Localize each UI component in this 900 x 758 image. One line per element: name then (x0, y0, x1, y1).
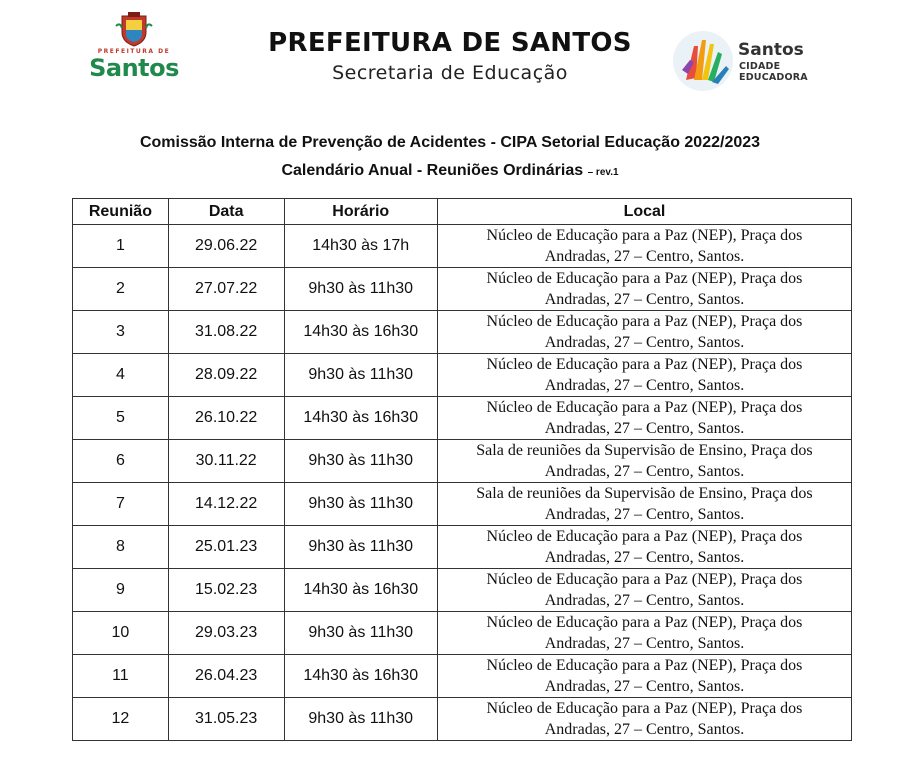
local-line-1: Núcleo de Educação para a Paz (NEP), Praça dos (486, 227, 803, 244)
local-line-1: Sala de reuniões da Supervisão de Ensino, Praça dos (476, 442, 813, 459)
cell-local (437, 397, 851, 440)
local-line-2: Andradas, 27 – Centro, Santos. (544, 248, 745, 265)
local-line-1: Núcleo de Educação para a Paz (NEP), Praça dos (486, 657, 803, 674)
local-line-1: Núcleo de Educação para a Paz (NEP), Praça dos (486, 313, 803, 330)
header-data: Data (168, 199, 284, 225)
local-line-2: Andradas, 27 – Centro, Santos. (544, 291, 745, 308)
cell-reuniao: 11 (73, 655, 169, 698)
cell-local (437, 569, 851, 612)
cell-data: 27.07.22 (168, 268, 284, 311)
table-row (73, 397, 852, 440)
local-line-2: Andradas, 27 – Centro, Santos. (544, 721, 745, 738)
cell-data: 29.03.23 (168, 612, 284, 655)
cell-horario: 14h30 às 16h30 (284, 569, 437, 612)
revision-label: – rev.1 (587, 167, 619, 178)
cell-local (437, 698, 851, 741)
cell-reuniao: 12 (73, 698, 169, 741)
logo-subtitle: PREFEITURA DE (97, 48, 171, 55)
table-header-row (73, 199, 852, 225)
cell-local (437, 354, 851, 397)
local-line-2: Andradas, 27 – Centro, Santos. (544, 635, 745, 652)
cell-local (437, 483, 851, 526)
meetings-table (72, 198, 852, 741)
local-line-1: Núcleo de Educação para a Paz (NEP), Praça dos (486, 614, 803, 631)
cell-data: 28.09.22 (168, 354, 284, 397)
local-line-2: Andradas, 27 – Centro, Santos. (544, 592, 745, 609)
cell-local (437, 268, 851, 311)
local-line-2: Andradas, 27 – Centro, Santos. (544, 463, 745, 480)
cell-local (437, 655, 851, 698)
document-subtitle (0, 162, 900, 180)
cell-horario: 9h30 às 11h30 (284, 698, 437, 741)
logo-city-name: Santos (738, 40, 804, 60)
cell-horario: 9h30 às 11h30 (284, 268, 437, 311)
cell-horario: 14h30 às 16h30 (284, 311, 437, 354)
cell-data: 30.11.22 (168, 440, 284, 483)
cell-reuniao: 5 (73, 397, 169, 440)
cell-horario: 9h30 às 11h30 (284, 612, 437, 655)
cell-local (437, 225, 851, 268)
local-line-1: Núcleo de Educação para a Paz (NEP), Praça dos (486, 399, 803, 416)
local-line-2: Andradas, 27 – Centro, Santos. (544, 678, 745, 695)
cell-horario: 14h30 às 16h30 (284, 397, 437, 440)
cell-horario: 14h30 às 16h30 (284, 655, 437, 698)
local-line-1: Núcleo de Educação para a Paz (NEP), Praça dos (486, 270, 803, 287)
local-line-2: Andradas, 27 – Centro, Santos. (544, 506, 745, 523)
cell-reuniao: 1 (73, 225, 169, 268)
cell-data: 14.12.22 (168, 483, 284, 526)
table-row (73, 354, 852, 397)
header-local: Local (437, 199, 851, 225)
cell-reuniao: 10 (73, 612, 169, 655)
table-row (73, 612, 852, 655)
document-title: Comissão Interna de Prevenção de Acidentes - CIPA Setorial Educação 2022/2023 (139, 134, 761, 151)
cell-horario: 9h30 às 11h30 (284, 440, 437, 483)
local-line-1: Núcleo de Educação para a Paz (NEP), Praça dos (486, 571, 803, 588)
cell-local (437, 612, 851, 655)
logo-tagline-2: EDUCADORA (739, 72, 808, 83)
cell-horario: 9h30 às 11h30 (284, 354, 437, 397)
local-line-2: Andradas, 27 – Centro, Santos. (544, 420, 745, 437)
cell-horario: 9h30 às 11h30 (284, 526, 437, 569)
cell-reuniao: 9 (73, 569, 169, 612)
cell-data: 25.01.23 (168, 526, 284, 569)
cell-reuniao: 6 (73, 440, 169, 483)
header-title: PREFEITURA DE SANTOS (268, 28, 632, 58)
cidade-educadora-logo (672, 30, 832, 94)
table-row (73, 483, 852, 526)
cell-data: 29.06.22 (168, 225, 284, 268)
table-row (73, 526, 852, 569)
cell-data: 31.08.22 (168, 311, 284, 354)
subtitle-text: Calendário Anual - Reuniões Ordinárias (281, 162, 584, 179)
cell-data: 31.05.23 (168, 698, 284, 741)
table-row (73, 268, 852, 311)
table-row (73, 569, 852, 612)
local-line-2: Andradas, 27 – Centro, Santos. (544, 377, 745, 394)
logo-tagline-1: CIDADE (739, 61, 781, 72)
cell-data: 26.10.22 (168, 397, 284, 440)
local-line-1: Núcleo de Educação para a Paz (NEP), Praça dos (486, 528, 803, 545)
cell-data: 15.02.23 (168, 569, 284, 612)
local-line-1: Sala de reuniões da Supervisão de Ensino, Praça dos (476, 485, 813, 502)
local-line-1: Núcleo de Educação para a Paz (NEP), Praça dos (486, 356, 803, 373)
local-line-2: Andradas, 27 – Centro, Santos. (544, 334, 745, 351)
cell-reuniao: 2 (73, 268, 169, 311)
cell-reuniao: 7 (73, 483, 169, 526)
cell-reuniao: 3 (73, 311, 169, 354)
cell-local (437, 526, 851, 569)
local-line-1: Núcleo de Educação para a Paz (NEP), Praça dos (486, 700, 803, 717)
table-row (73, 655, 852, 698)
cell-horario: 9h30 às 11h30 (284, 483, 437, 526)
table-row (73, 311, 852, 354)
cell-data: 26.04.23 (168, 655, 284, 698)
local-line-2: Andradas, 27 – Centro, Santos. (544, 549, 745, 566)
cell-local (437, 440, 851, 483)
colorful-hand-icon (672, 30, 734, 92)
cell-reuniao: 8 (73, 526, 169, 569)
prefeitura-logo (84, 12, 184, 80)
header-horario: Horário (284, 199, 437, 225)
cell-local (437, 311, 851, 354)
header-subtitle: Secretaria de Educação (332, 62, 568, 84)
table-row (73, 698, 852, 741)
table-row (73, 225, 852, 268)
cell-reuniao: 4 (73, 354, 169, 397)
coat-of-arms-icon (114, 12, 154, 48)
table-row (73, 440, 852, 483)
header-reuniao: Reunião (73, 199, 169, 225)
logo-name: Santos (89, 54, 179, 82)
cell-horario: 14h30 às 17h (284, 225, 437, 268)
